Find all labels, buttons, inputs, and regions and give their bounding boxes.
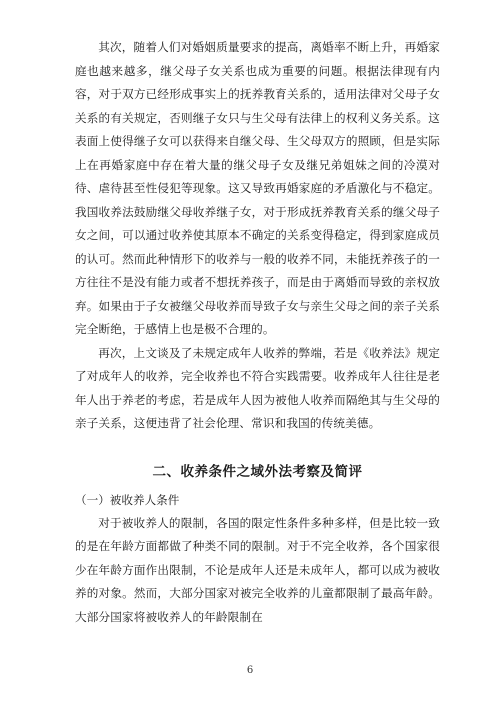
- subsection-heading: （一）被收养人条件: [75, 492, 180, 507]
- paragraph-adult-adoption: 再次，上文谈及了未规定成年人收养的弊端，若是《收养法》规定了对成年人的收养，完全收养也不符合实践需要。收养成年人往往是老年人出于养老的考虑，若是成年人因为被他人收养而隔绝其与生父母的亲子关系，这便违背了社会伦理、常识和我国的传统美德。: [75, 345, 440, 430]
- section-heading: 二、收养条件之域外法考察及简评: [152, 463, 363, 480]
- page-number: 6: [246, 665, 254, 676]
- paragraph-adoptee-conditions: 对于被收养人的限制，各国的限定性条件多种多样，但是比较一致的是在年龄方面都做了种类不同的限制。对于不完全收养，各个国家很少在年龄方面作出限制，不论是成年人还是未成年人，都可以成为被收养的对象。然而，大部分国家对被完全收养的儿童都限制了最高年龄。大部分国家将被收养人的年龄限制在: [75, 515, 440, 624]
- page-body: [75, 36, 440, 629]
- paragraph-step-parent-adoption: 其次，随着人们对婚姻质量要求的提高，离婚率不断上升，再婚家庭也越来越多，继父母子女关系也成为重要的问题。根据法律现有内容，对于双方已经形成事实上的抚养教育关系的，适用法律对父母子女关系的有关规定，否则继子女只与生父母有法律上的权利义务关系。这表面上使得继子女可以获得来自继父母、生父母双方的照顾，但是实际上在再婚家庭中存在着大量的继父母子女及继兄弟姐妹之间的冷漠对待、虐待甚至性侵犯等现象。这又导致再婚家庭的矛盾激化与不稳定。我国收养法鼓励继父母收养继子女，对于形成抚养教育关系的继父母子女之间，可以通过收养使其原本不确定的关系变得稳定，得到家庭成员的认可。然而此种情形下的收养与一般的收养不同，未能抚养孩子的一方往往不是没有能力或者不想抚养孩子，而是由于离婚而导致的亲权放弃。如果由于子女被继父母收养而导致子女与亲生父母之间的亲子关系完全断绝，于感情上也是极不合理的。: [75, 40, 440, 336]
